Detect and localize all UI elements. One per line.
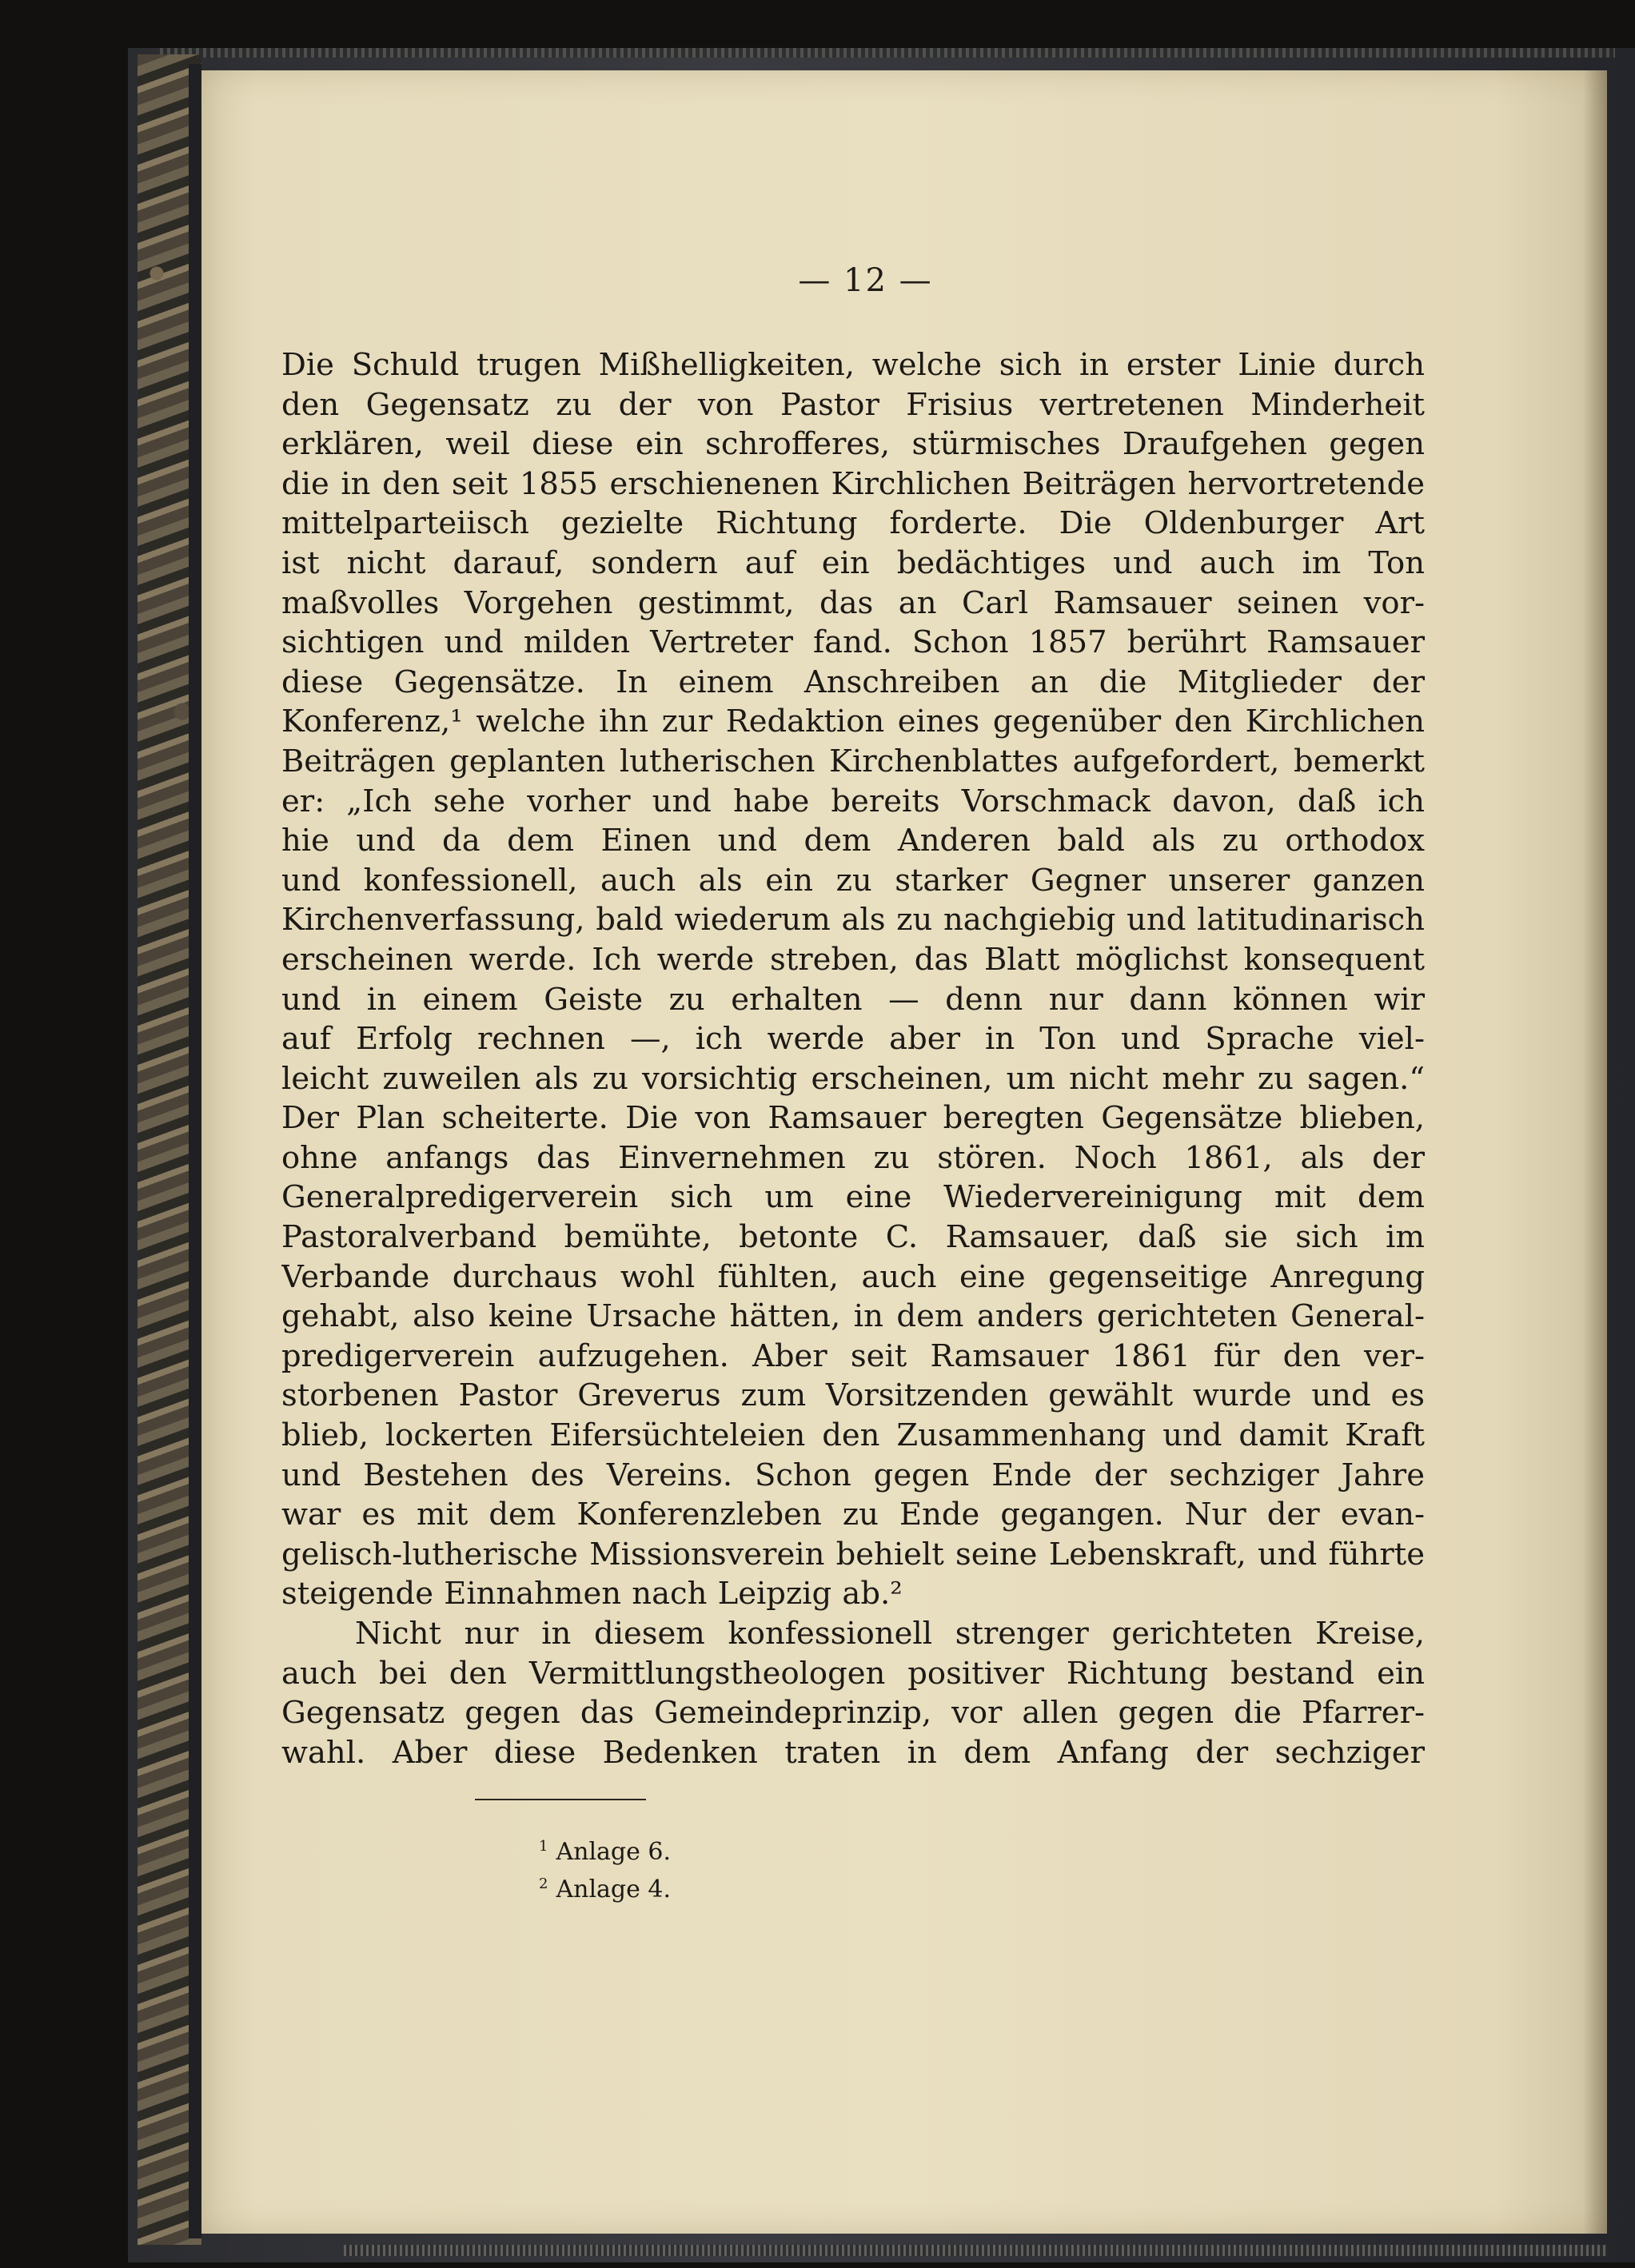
- book-top-edge: [160, 48, 1615, 58]
- text-line: gelisch-lutherische Missionsverein behielt seine Lebenskraft, und führte: [281, 1536, 1425, 1572]
- text-line: steigende Einnahmen nach Leipzig ab.²: [281, 1576, 903, 1612]
- text-line: mittelparteiisch gezielte Richtung forderte. Die Oldenburger Art: [281, 505, 1425, 542]
- text-line: erklären, weil diese ein schrofferes, stürmisches Draufgehen gegen: [281, 426, 1425, 463]
- text-line: diese Gegensätze. In einem Anschreiben an die Mitglieder der: [281, 664, 1425, 700]
- text-line: Gegensatz gegen das Gemeindeprinzip, vor allen gegen die Pfarrer-: [281, 1695, 1425, 1732]
- footnote-mark: 2: [539, 1875, 548, 1892]
- footnote-text: Anlage 6.: [556, 1838, 672, 1866]
- text-line: und konfessionell, auch als ein zu starker Gegner unserer ganzen: [281, 862, 1425, 899]
- footnote-mark: 1: [539, 1838, 548, 1855]
- text-line: Die Schuld trugen Mißhelligkeiten, welche sich in erster Linie durch: [281, 347, 1425, 383]
- text-line: wahl. Aber diese Bedenken traten in dem Anfang der sechziger: [281, 1734, 1425, 1771]
- text-line: ohne anfangs das Einvernehmen zu stören. Noch 1861, als der: [281, 1139, 1425, 1176]
- text-line: Kirchenverfassung, bald wiederum als zu nachgiebig und latitudinarisch: [281, 902, 1425, 939]
- text-line: Der Plan scheiterte. Die von Ramsauer beregten Gegensätze blieben,: [281, 1100, 1425, 1137]
- text-line: ist nicht darauf, sondern auf ein bedächtiges und auch im Ton: [281, 544, 1425, 581]
- text-line: predigerverein aufzugehen. Aber seit Ramsauer 1861 für den ver-: [281, 1337, 1425, 1374]
- footnote-text: Anlage 4.: [556, 1875, 672, 1903]
- page-number: — 12 —: [798, 262, 933, 299]
- text-line: die in den seit 1855 erschienenen Kirchlichen Beiträgen hervortretende: [281, 465, 1425, 502]
- book-binding-edge: [189, 64, 201, 2238]
- text-line: den Gegensatz zu der von Pastor Frisius vertretenen Minderheit: [281, 386, 1425, 423]
- text-line: storbenen Pastor Greverus zum Vorsitzenden gewählt wurde und es: [281, 1377, 1425, 1414]
- text-line: erscheinen werde. Ich werde streben, das Blatt möglichst konsequent: [281, 941, 1425, 978]
- text-line: war es mit dem Konferenzleben zu Ende gegangen. Nur der evan-: [281, 1497, 1425, 1533]
- text-line: und in einem Geiste zu erhalten — denn nur dann können wir: [281, 981, 1425, 1018]
- footnote: [539, 1831, 671, 1868]
- text-line: Beiträgen geplanten lutherischen Kirchenblattes aufgefordert, bemerkt: [281, 743, 1425, 779]
- text-line: hie und da dem Einen und dem Anderen bald als zu orthodox: [281, 823, 1425, 859]
- footnote: [539, 1868, 671, 1906]
- footnote-divider: [475, 1799, 646, 1800]
- text-line: Generalpredigerverein sich um eine Wiedervereinigung mit dem: [281, 1179, 1425, 1216]
- text-line: maßvolles Vorgehen gestimmt, das an Carl Ramsauer seinen vor-: [281, 584, 1425, 621]
- body-text: [281, 345, 1425, 1772]
- text-line: und Bestehen des Vereins. Schon gegen Ende der sechziger Jahre: [281, 1457, 1425, 1493]
- text-line: leicht zuweilen als zu vorsichtig erscheinen, um nicht mehr zu sagen.“: [281, 1060, 1425, 1097]
- text-line: gehabt, also keine Ursache hätten, in dem anders gerichteten General-: [281, 1298, 1425, 1335]
- text-line: auch bei den Vermittlungstheologen positiver Richtung bestand ein: [281, 1655, 1425, 1692]
- book-bottom-edge: [344, 2245, 1607, 2256]
- text-line: Verbande durchaus wohl fühlten, auch eine gegenseitige Anregung: [281, 1258, 1425, 1295]
- text-line: er: „Ich sehe vorher und habe bereits Vorschmack davon, daß ich: [281, 783, 1425, 819]
- text-line: Konferenz,¹ welche ihn zur Redaktion eines gegenüber den Kirchlichen: [281, 704, 1425, 740]
- text-line: sichtigen und milden Vertreter fand. Schon 1857 berührt Ramsauer: [281, 624, 1425, 661]
- text-line: blieb, lockerten Eifersüchteleien den Zusammenhang und damit Kraft: [281, 1417, 1425, 1454]
- text-line: Pastoralverband bemühte, betonte C. Ramsauer, daß sie sich im: [281, 1219, 1425, 1256]
- text-line: auf Erfolg rechnen —, ich werde aber in Ton und Sprache viel-: [281, 1021, 1425, 1058]
- footnotes: [539, 1831, 671, 1906]
- text-line: Nicht nur in diesem konfessionell strenger gerichteten Kreise,: [355, 1616, 1425, 1652]
